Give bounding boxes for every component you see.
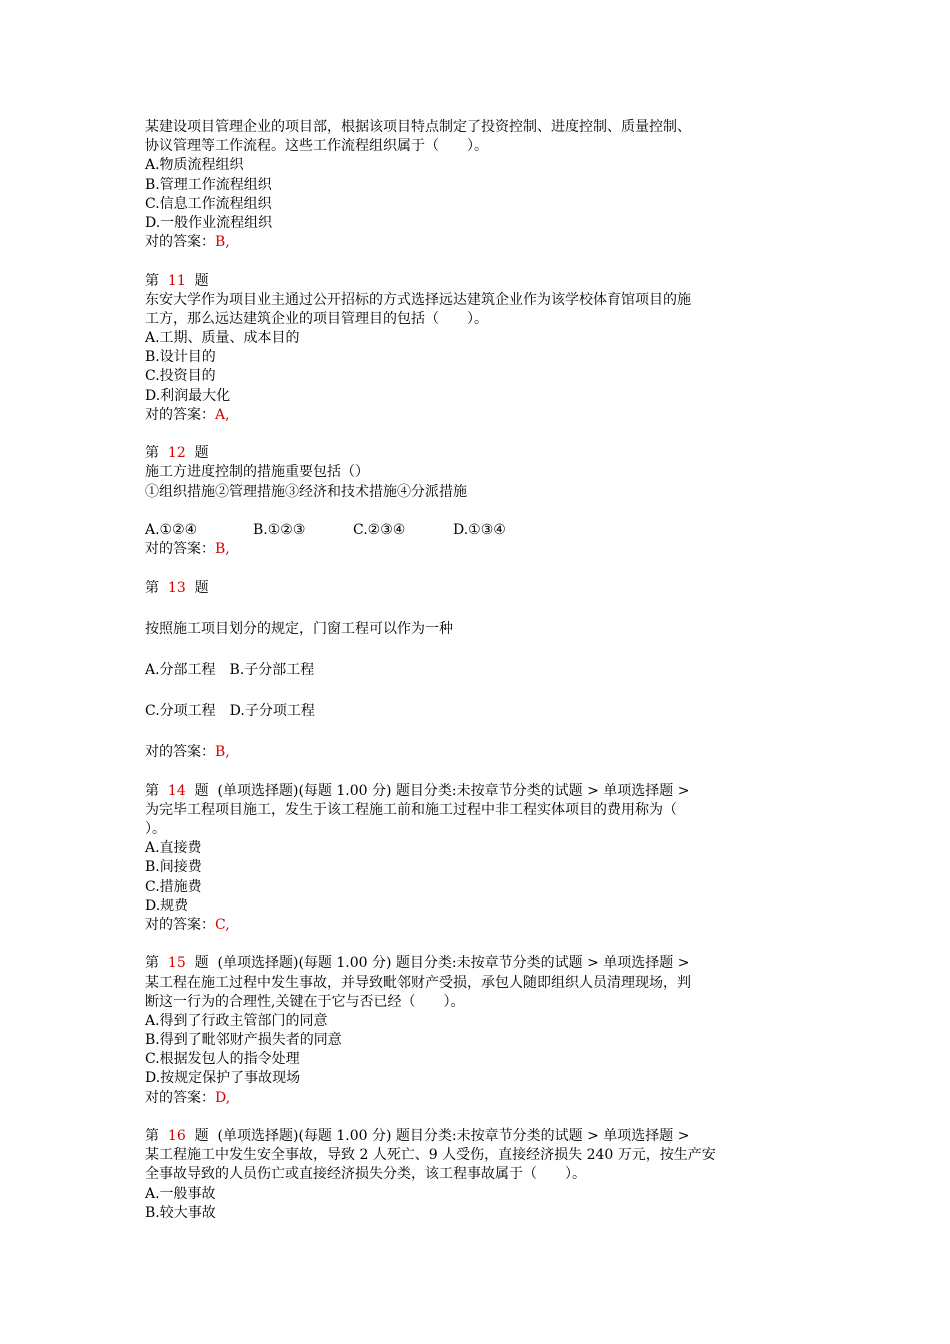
answer-line	[145, 743, 810, 762]
question-stem: 断这一行为的合理性,关键在于它与否已经（ ）。	[145, 993, 465, 1010]
document-page	[145, 118, 810, 1223]
answer-label: 对的答案：	[145, 406, 215, 423]
question-number: 15	[167, 955, 186, 972]
option-a: A.物质流程组织	[145, 157, 244, 174]
question-heading: 第 11 题	[145, 272, 209, 289]
option-a: A.得到了行政主管部门的同意	[145, 1012, 328, 1029]
option-b: B.较大事故	[145, 1204, 216, 1221]
answer-label: 对的答案：	[145, 541, 215, 558]
option-b: B.①②③	[253, 521, 306, 538]
option-b: B.得到了毗邻财产损失者的同意	[145, 1032, 342, 1049]
answer-label: 对的答案：	[145, 916, 215, 933]
question-heading: 第 12 题	[145, 445, 209, 462]
option-c: C.投资目的	[145, 368, 216, 385]
question-number: 14	[167, 782, 186, 799]
question-number: 13	[167, 579, 186, 596]
question-10	[145, 118, 810, 252]
option-d: D.规费	[145, 897, 189, 914]
answer-line	[145, 406, 810, 425]
option-c: C.②③④	[353, 521, 406, 538]
question-number: 16	[167, 1128, 186, 1144]
question-14	[145, 782, 810, 936]
answer-line	[145, 540, 810, 559]
question-meta: (单项选择题)(每题 1.00 分) 题目分类:未按章节分类的试题 > 单项选择题 >	[217, 782, 690, 799]
answer-value: D,	[215, 1089, 231, 1106]
question-stem: 某工程在施工过程中发生事故，并导致毗邻财产受损，承包人随即组织人员清理现场，判	[145, 974, 691, 991]
question-stem: ①组织措施②管理措施③经济和技术措施④分派措施	[145, 483, 467, 500]
option-a: A.①②④	[145, 521, 198, 538]
option-c: C.根据发包人的指令处理	[145, 1051, 300, 1068]
question-heading: 第 13 题	[145, 579, 209, 596]
question-15	[145, 954, 810, 1108]
question-16	[145, 1127, 810, 1223]
answer-value: B,	[215, 234, 230, 251]
question-heading: 第 14 题 (单项选择题)(每题 1.00 分) 题目分类:未按章节分类的试题 > 单项选择题 >	[145, 782, 690, 799]
question-stem: 东安大学作为项目业主通过公开招标的方式选择远达建筑企业作为该学校体育馆项目的施	[145, 291, 691, 308]
question-meta: (单项选择题)(每题 1.00 分) 题目分类:未按章节分类的试题 > 单项选择题 >	[217, 1128, 690, 1144]
answer-label: 对的答案：	[145, 234, 215, 251]
answer-value: B,	[215, 541, 230, 558]
option-c: C.信息工作流程组织	[145, 195, 272, 212]
option-d: D.①③④	[453, 521, 506, 538]
option-b: B.设计目的	[145, 349, 216, 366]
answer-value: B,	[215, 744, 230, 761]
options-row: A.分部工程 B.子分部工程	[145, 661, 315, 678]
options-row	[145, 521, 810, 540]
option-a: A.一般事故	[145, 1185, 216, 1202]
question-number: 12	[167, 445, 186, 462]
question-heading: 第 15 题 (单项选择题)(每题 1.00 分) 题目分类:未按章节分类的试题 > 单项选择题 >	[145, 955, 690, 972]
question-stem: 全事故导致的人员伤亡或直接经济损失分类，该工程事故属于（ ）。	[145, 1166, 586, 1183]
answer-line	[145, 916, 810, 935]
option-a: A.工期、质量、成本目的	[145, 330, 300, 347]
question-stem: 为完毕工程项目施工，发生于该工程施工前和施工过程中非工程实体项目的费用称为（	[145, 801, 677, 818]
answer-value: A,	[215, 406, 230, 423]
question-stem: 施工方进度控制的措施重要包括（）	[145, 464, 369, 481]
question-number: 11	[167, 272, 186, 289]
option-d: D.利润最大化	[145, 387, 231, 404]
answer-line	[145, 233, 810, 252]
answer-value: C,	[215, 916, 230, 933]
option-d: D.按规定保护了事故现场	[145, 1070, 301, 1087]
question-stem: ）。	[145, 821, 166, 837]
question-13	[145, 579, 810, 763]
question-stem: 按照施工项目划分的规定，门窗工程可以作为一种	[145, 620, 453, 637]
option-a: A.直接费	[145, 840, 202, 857]
answer-line	[145, 1089, 810, 1108]
option-d: D.一般作业流程组织	[145, 214, 273, 231]
question-11	[145, 272, 810, 426]
answer-label: 对的答案：	[145, 1089, 215, 1106]
answer-label: 对的答案：	[145, 744, 215, 761]
question-heading: 第 16 题 (单项选择题)(每题 1.00 分) 题目分类:未按章节分类的试题 > 单项选择题 >	[145, 1128, 690, 1144]
option-b: B.管理工作流程组织	[145, 176, 272, 193]
question-stem: 某工程施工中发生安全事故，导致 2 人死亡、9 人受伤，直接经济损失 240 万元，按生产安	[145, 1147, 716, 1164]
question-stem: 协议管理等工作流程。这些工作流程组织属于（ ）。	[145, 138, 488, 155]
question-12	[145, 444, 810, 559]
question-stem: 工方，那么远达建筑企业的项目管理目的包括（ ）。	[145, 310, 488, 327]
options-row: C.分项工程 D.子分项工程	[145, 703, 315, 720]
question-stem: 某建设项目管理企业的项目部，根据该项目特点制定了投资控制、进度控制、质量控制、	[145, 119, 691, 135]
option-c: C.措施费	[145, 878, 202, 895]
option-b: B.间接费	[145, 859, 202, 876]
question-meta: (单项选择题)(每题 1.00 分) 题目分类:未按章节分类的试题 > 单项选择题 >	[217, 955, 690, 972]
